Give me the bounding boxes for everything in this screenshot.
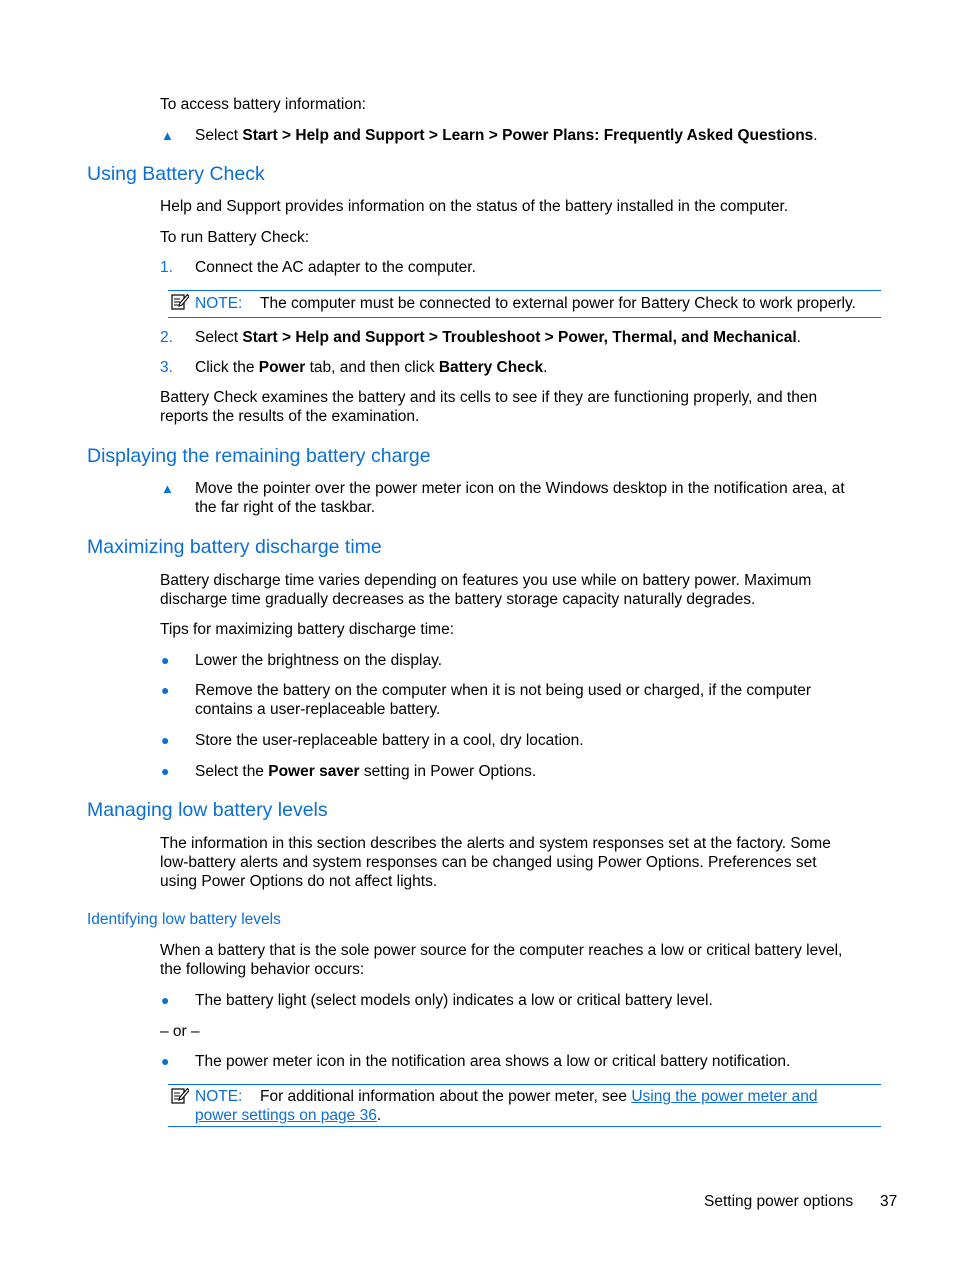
bullet-icon: ● <box>161 652 170 668</box>
list-item: Select the Power saver setting in Power Options. <box>195 763 537 780</box>
battery-check-result-para: Battery Check examines the battery and its cells to see if they are functioning properly, and then reports the results of the examination. <box>160 389 818 425</box>
or-separator: – or – <box>160 1023 200 1040</box>
list-item: Store the user-replaceable battery in a cool, dry location. <box>195 732 584 749</box>
triangle-bullet-icon: ▲ <box>161 481 174 496</box>
heading-low-battery: Managing low battery levels <box>87 799 328 821</box>
footer-section-title: Setting power options <box>704 1193 854 1210</box>
note-text-continued: power settings on page 36. <box>195 1107 382 1124</box>
power-meter-link-continued[interactable]: power settings on page 36 <box>195 1107 377 1124</box>
triangle-bullet-icon: ▲ <box>161 128 174 143</box>
note-text: For additional information about the power meter, see Using the power meter and <box>260 1088 818 1105</box>
discharge-para: Battery discharge time varies depending on features you use while on battery power. Maximum discharge time gradually decreases as the battery storage capacity naturally degrades. <box>160 572 812 608</box>
list-item: Remove the battery on the computer when it is not being used or charged, if the computer contains a user-replaceable battery. <box>195 682 812 718</box>
note-label: NOTE: <box>195 1088 243 1105</box>
access-intro-text: To access battery information: <box>160 96 366 113</box>
page-number: 37 <box>880 1193 898 1210</box>
step-number: 3. <box>160 359 173 376</box>
list-item: The power meter icon in the notification area shows a low or critical battery notification. <box>195 1053 791 1070</box>
list-item: Lower the brightness on the display. <box>195 652 443 669</box>
step-number: 1. <box>160 259 173 276</box>
bullet-icon: ● <box>161 763 170 779</box>
tips-intro: Tips for maximizing battery discharge time: <box>160 621 455 638</box>
low-battery-para: The information in this section describes the alerts and system responses set at the factory. Some low-battery alerts and system responses can be changed using Power Options. Preferences set using Power Options do not affect lights. <box>160 835 831 890</box>
heading-using-battery-check: Using Battery Check <box>87 163 265 185</box>
heading-remaining-charge: Displaying the remaining battery charge <box>87 445 431 467</box>
bullet-icon: ● <box>161 732 170 748</box>
identifying-para: When a battery that is the sole power source for the computer reaches a low or critical battery level, the following behavior occurs: <box>160 942 843 978</box>
power-meter-link[interactable]: Using the power meter and <box>631 1088 818 1105</box>
note-text: The computer must be connected to external power for Battery Check to work properly. <box>260 295 856 312</box>
note-battery-check <box>168 290 881 318</box>
bullet-icon: ● <box>161 1053 170 1069</box>
subheading-identifying-low-battery: Identifying low battery levels <box>87 911 281 928</box>
step-3-text: Click the Power tab, and then click Battery Check. <box>195 359 548 376</box>
note-power-meter <box>168 1084 881 1127</box>
step-number: 2. <box>160 329 173 346</box>
remaining-charge-step: Move the pointer over the power meter icon on the Windows desktop in the notification area, at the far right of the taskbar. <box>195 480 845 516</box>
bullet-icon: ● <box>161 682 170 698</box>
note-pencil-icon <box>171 293 189 310</box>
step-1-text: Connect the AC adapter to the computer. <box>195 259 476 276</box>
note-pencil-icon <box>171 1087 189 1104</box>
heading-discharge-time: Maximizing battery discharge time <box>87 536 382 558</box>
list-item: The battery light (select models only) indicates a low or critical battery level. <box>195 992 713 1009</box>
note-label: NOTE: <box>195 295 243 312</box>
access-step: Select Start > Help and Support > Learn > Power Plans: Frequently Asked Questions. <box>195 127 818 144</box>
battery-check-para: Help and Support provides information on the status of the battery installed in the computer. <box>160 198 789 215</box>
run-battery-check-intro: To run Battery Check: <box>160 229 310 246</box>
step-2-text: Select Start > Help and Support > Troubleshoot > Power, Thermal, and Mechanical. <box>195 329 801 346</box>
bullet-icon: ● <box>161 992 170 1008</box>
